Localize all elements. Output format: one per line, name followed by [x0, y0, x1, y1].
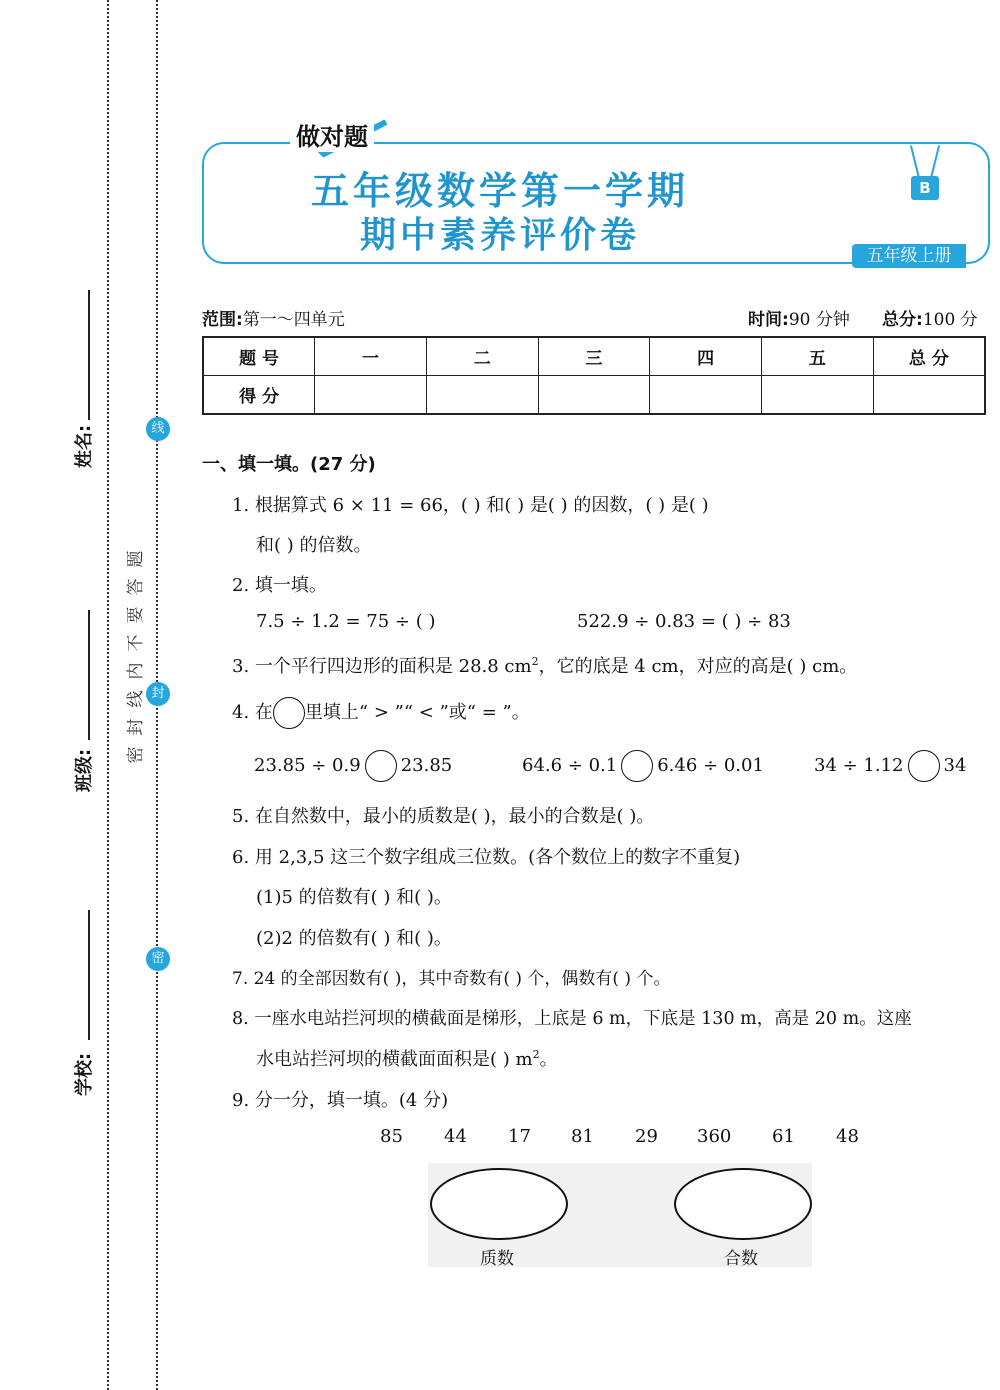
- range-info: [202, 305, 345, 330]
- question-2-title: 2. 填一填。: [232, 575, 327, 596]
- question-4-a: [254, 750, 452, 782]
- seal-char: 不: [126, 634, 146, 652]
- score-table-header-row: [203, 337, 985, 376]
- question-8-line2: [256, 1045, 558, 1071]
- version-badge: B: [911, 176, 939, 200]
- time-value: 90 分钟: [788, 310, 850, 330]
- question-8-text-end: 。: [539, 1049, 558, 1070]
- name-input-line[interactable]: [88, 290, 90, 420]
- question-9: 9. 分一分，填一填。(4 分): [232, 1090, 449, 1111]
- table-cell: 得 分: [203, 376, 315, 415]
- seal-char: 封: [126, 718, 146, 736]
- total-label: 总分:: [882, 310, 923, 330]
- question-6-1: (1)5 的倍数有( ) 和( )。: [256, 887, 452, 908]
- number-item: 17: [508, 1126, 531, 1147]
- compare-right: 6.46 ÷ 0.01: [657, 755, 764, 776]
- time-label: 时间:: [748, 310, 789, 330]
- table-cell: 二: [426, 337, 538, 376]
- question-6: 6. 用 2,3,5 这三个数字组成三位数。(各个数位上的数字不重复): [232, 847, 741, 868]
- score-input-cell[interactable]: [538, 376, 650, 415]
- compare-left: 23.85 ÷ 0.9: [254, 755, 361, 776]
- secret-badge: 密: [146, 947, 170, 971]
- range-value: 第一～四单元: [242, 310, 345, 330]
- number-item: 360: [697, 1126, 732, 1147]
- range-label: 范围:: [202, 310, 243, 330]
- class-label: 班级:: [74, 748, 95, 792]
- question-5: 5. 在自然数中，最小的质数是( )，最小的合数是( )。: [232, 806, 655, 827]
- score-input-cell[interactable]: [650, 376, 762, 415]
- question-4-c: [814, 750, 966, 782]
- seal-char: 答: [126, 578, 146, 596]
- question-8-line1: 8. 一座水电站拦河坝的横截面是梯形，上底是 6 m，下底是 130 m，高是 20 m。这座: [232, 1009, 912, 1029]
- question-2-a: 7.5 ÷ 1.2 = 75 ÷ ( ): [256, 611, 436, 632]
- school-label: 学校:: [74, 1052, 95, 1096]
- exam-title-line2: 期中素养评价卷: [359, 215, 640, 256]
- time-info: [748, 305, 850, 330]
- compare-circle-icon: [273, 697, 305, 729]
- question-1-line2: 和( ) 的倍数。: [256, 535, 372, 556]
- superscript-2: 2: [532, 1048, 540, 1061]
- seal-char: 题: [126, 550, 146, 568]
- question-7: 7. 24 的全部因数有( )，其中奇数有( ) 个，偶数有( ) 个。: [232, 969, 671, 989]
- score-input-cell[interactable]: [426, 376, 538, 415]
- question-4-text: 4. 在: [232, 702, 273, 723]
- number-item: 61: [772, 1126, 795, 1147]
- compare-left: 64.6 ÷ 0.1: [522, 755, 618, 776]
- composite-set-ellipse[interactable]: [674, 1168, 812, 1240]
- grade-tag: 五年级上册: [852, 244, 966, 268]
- score-table-score-row: [203, 376, 985, 415]
- class-input-line[interactable]: [88, 610, 90, 740]
- number-item: 44: [444, 1126, 467, 1147]
- compare-right: 34: [943, 755, 967, 776]
- question-2-b: 522.9 ÷ 0.83 = ( ) ÷ 83: [577, 611, 791, 632]
- question-3-text-end: ，它的底是 4 cm，对应的高是( ) cm。: [538, 656, 858, 677]
- seal-char: 要: [126, 606, 146, 624]
- number-item: 29: [635, 1126, 658, 1147]
- section-title: 一、填一填。(27 分): [202, 454, 376, 475]
- compare-right: 23.85: [400, 755, 453, 776]
- table-cell: 一: [315, 337, 427, 376]
- total-value: 100 分: [922, 310, 978, 330]
- question-4-text-end: 里填上“ > ”“ < ”或“ = ”。: [304, 702, 530, 723]
- number-item: 48: [836, 1126, 859, 1147]
- compare-answer-circle[interactable]: [365, 750, 397, 782]
- seal-char: 内: [126, 662, 146, 680]
- table-cell: 三: [538, 337, 650, 376]
- table-cell: 总 分: [873, 337, 985, 376]
- question-3: [232, 652, 857, 678]
- score-input-cell[interactable]: [873, 376, 985, 415]
- number-item: 85: [380, 1126, 403, 1147]
- seal-char: 密: [126, 746, 146, 764]
- compare-left: 34 ÷ 1.12: [814, 755, 904, 776]
- number-item: 81: [571, 1126, 594, 1147]
- score-input-cell[interactable]: [315, 376, 427, 415]
- seal-badge: 封: [146, 682, 170, 706]
- question-4-b: [522, 750, 764, 782]
- question-4: [232, 697, 530, 729]
- exam-title-line1: 五年级数学第一学期: [310, 169, 689, 213]
- composite-set-label: 合数: [724, 1249, 758, 1269]
- table-cell: 题 号: [203, 337, 315, 376]
- question-3-text: 3. 一个平行四边形的面积是 28.8 cm: [232, 656, 532, 677]
- name-label: 姓名:: [74, 424, 95, 468]
- compare-answer-circle[interactable]: [621, 750, 653, 782]
- prime-set-label: 质数: [480, 1249, 514, 1269]
- line-badge: 线: [146, 417, 170, 441]
- brand-logo: 做对题: [290, 117, 374, 152]
- prime-set-ellipse[interactable]: [430, 1168, 568, 1240]
- compare-answer-circle[interactable]: [908, 750, 940, 782]
- class-field: [70, 610, 110, 790]
- question-6-2: (2)2 的倍数有( ) 和( )。: [256, 928, 452, 949]
- seal-char: 线: [126, 690, 146, 708]
- seal-warning-text: [118, 545, 154, 769]
- superscript-2: 2: [531, 655, 539, 668]
- question-8-text: 水电站拦河坝的横截面面积是( ) m: [256, 1049, 533, 1070]
- table-cell: 五: [762, 337, 874, 376]
- table-cell: 四: [650, 337, 762, 376]
- question-1-line1: 1. 根据算式 6 × 11 = 66，( ) 和( ) 是( ) 的因数，( ) 是( ): [232, 495, 709, 516]
- school-field: [70, 910, 110, 1100]
- school-input-line[interactable]: [88, 910, 90, 1040]
- score-table: [202, 336, 986, 415]
- score-input-cell[interactable]: [762, 376, 874, 415]
- name-field: [70, 290, 110, 470]
- total-info: [882, 305, 978, 330]
